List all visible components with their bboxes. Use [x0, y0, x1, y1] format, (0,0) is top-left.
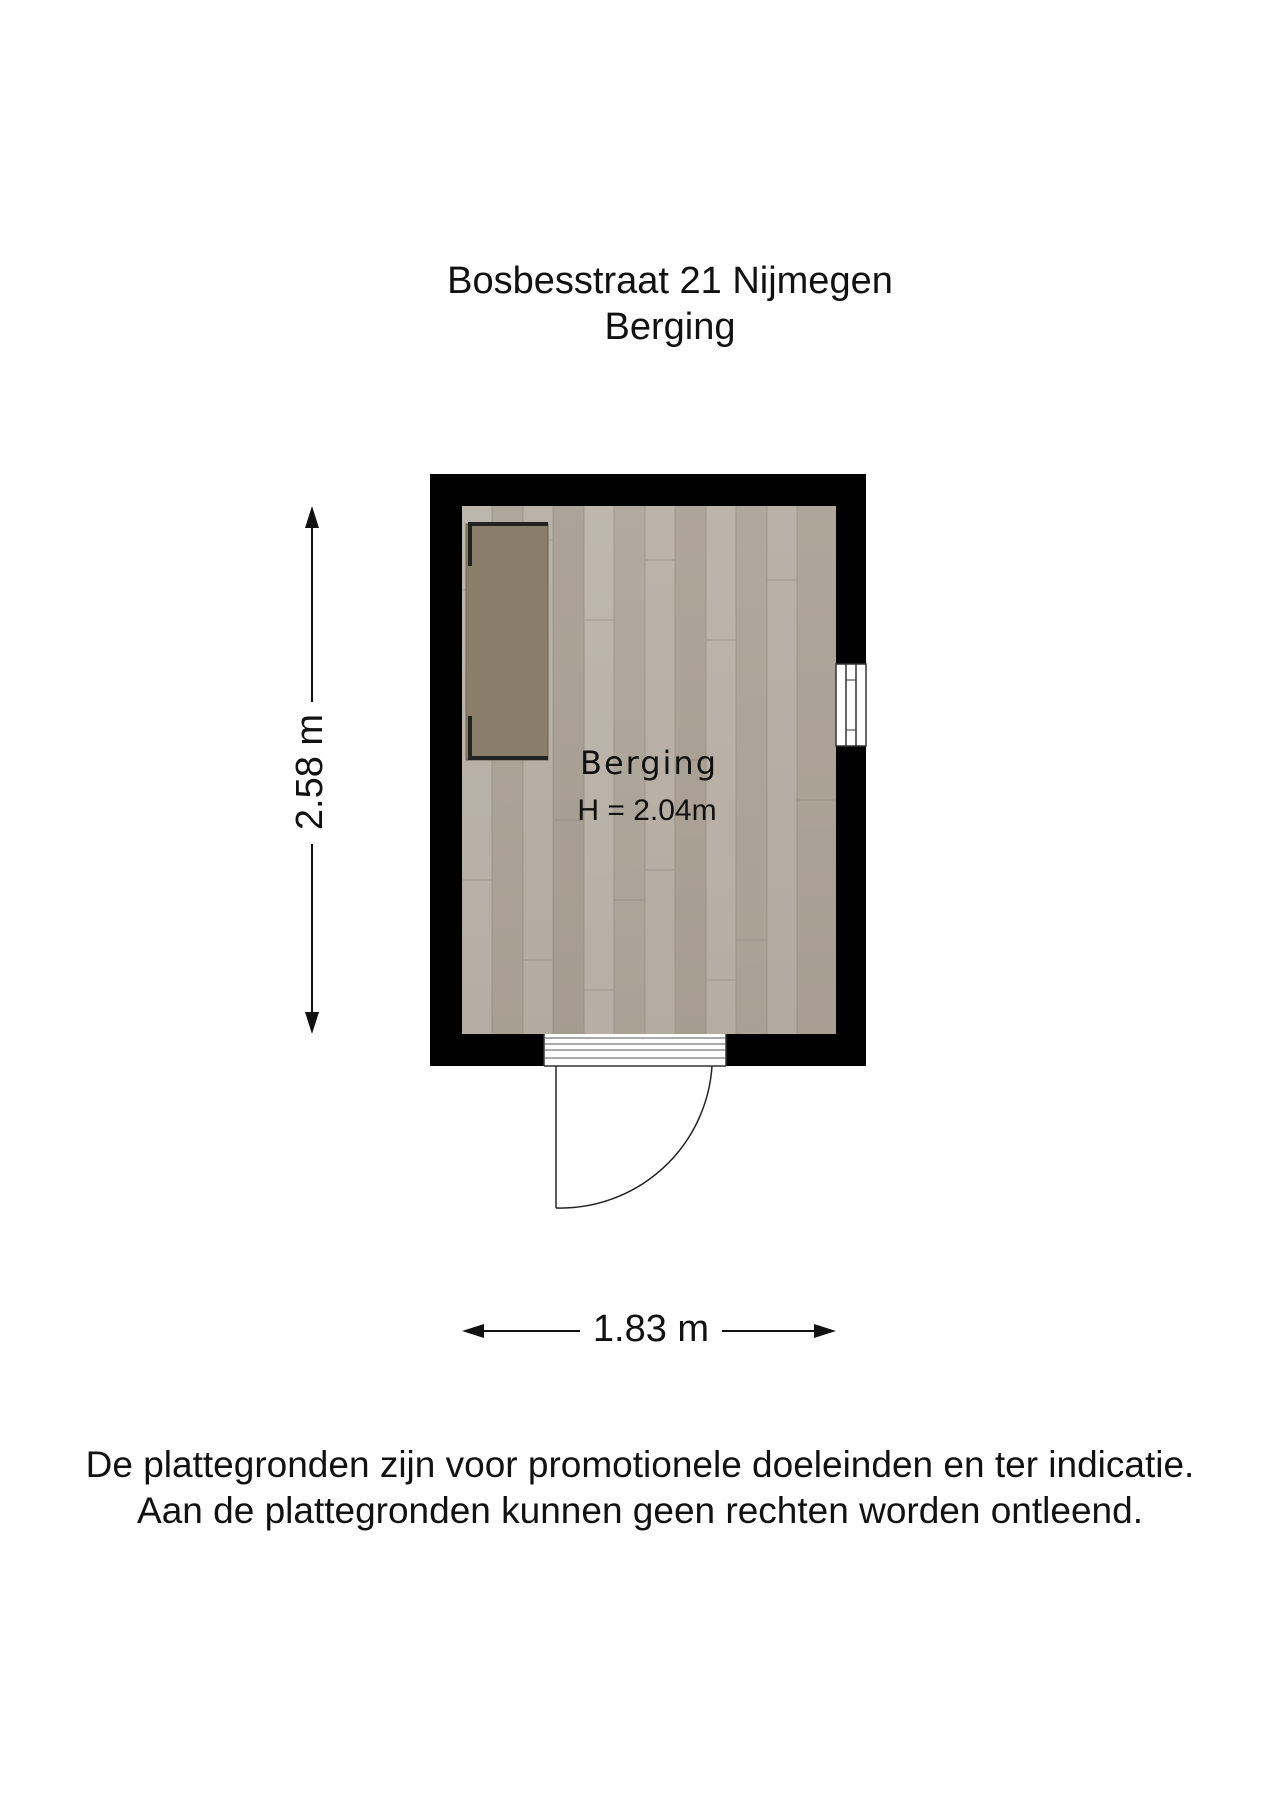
window-right	[836, 664, 866, 746]
disclaimer	[0, 1442, 1280, 1534]
room-name: Berging	[579, 744, 719, 782]
door-swing-arc	[556, 1066, 712, 1208]
width-label: 1.83 m	[592, 1308, 710, 1351]
disclaimer-line-2: Aan de plattegronden kunnen geen rechten worden ontleend.	[137, 1490, 1143, 1531]
floor-title: Berging	[604, 306, 736, 348]
disclaimer-line-1: De plattegronden zijn voor promotionele doeleinden en ter indicatie.	[85, 1444, 1195, 1485]
room-height: H = 2.04m	[577, 794, 717, 827]
storage-cabinet	[466, 524, 548, 760]
door	[544, 1034, 726, 1208]
address-title: Bosbesstraat 21 Nijmegen	[447, 260, 893, 302]
depth-label: 2.58 m	[289, 713, 332, 831]
